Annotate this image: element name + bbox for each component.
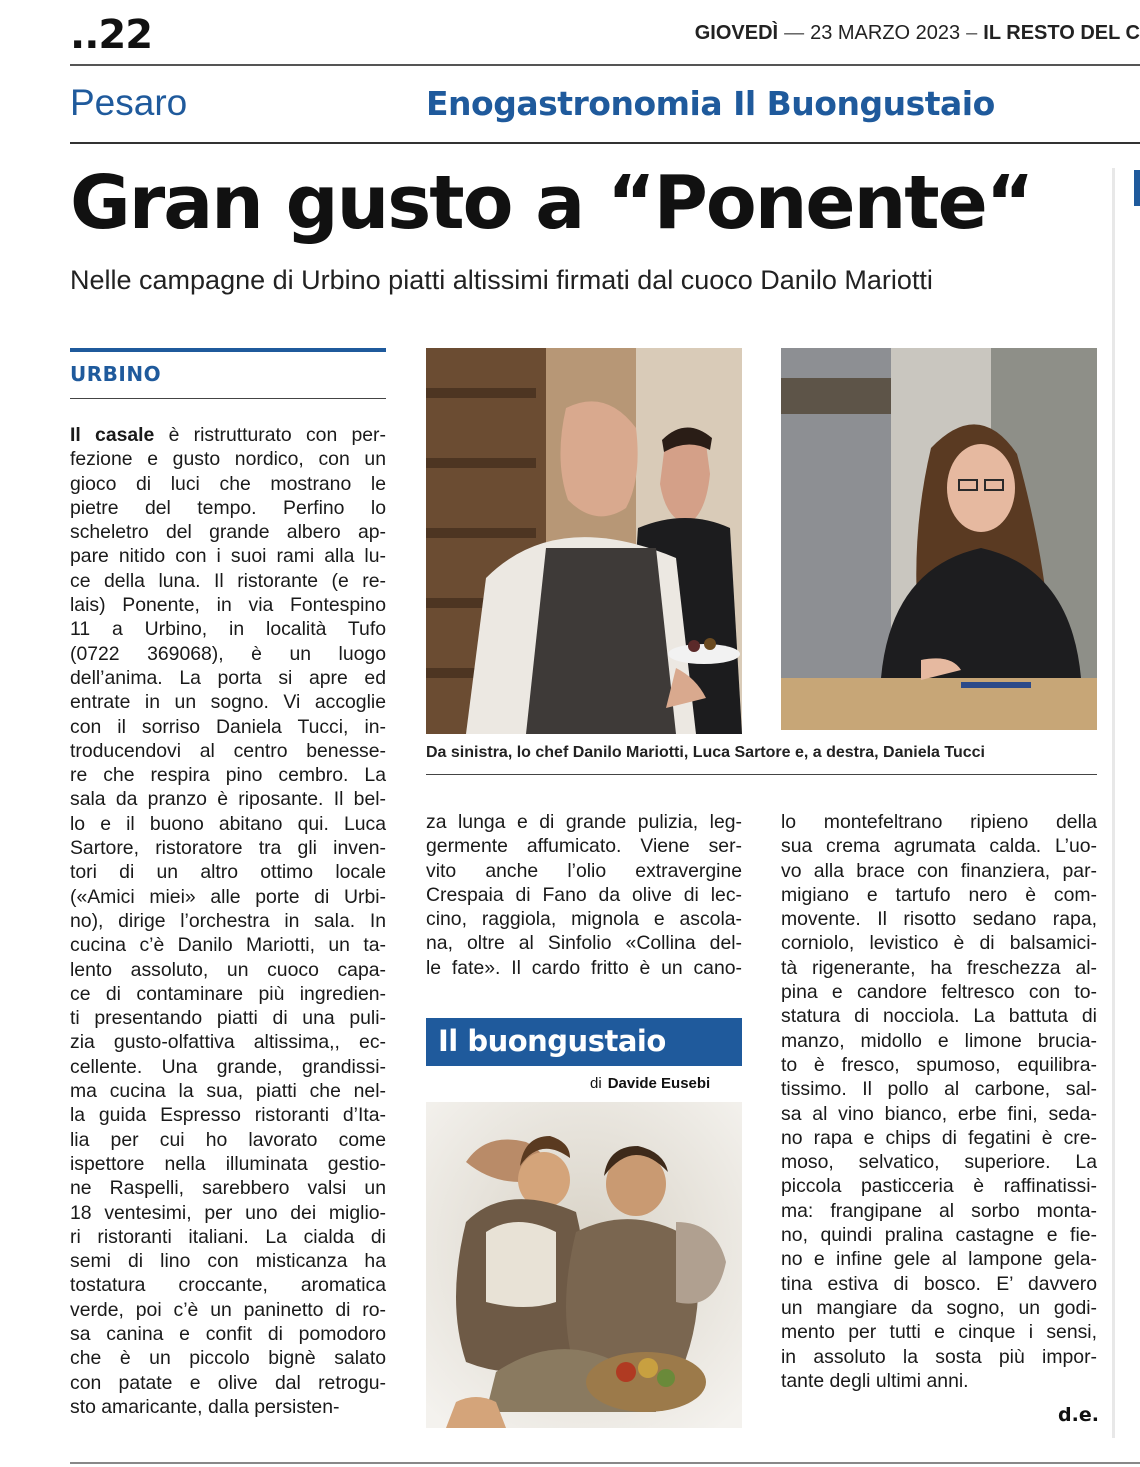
column-1-lines [70, 447, 386, 1419]
article-line: no, quindi pralina castagne e fie- [781, 1224, 1097, 1247]
caption-rule [426, 774, 1097, 775]
photo-chef-and-sommelier [426, 348, 742, 734]
dateline [695, 22, 1140, 45]
article-column-3 [781, 810, 1097, 1393]
article-line: sa al vino bianco, erbe fini, seda- [781, 1102, 1097, 1125]
article-line: to è fresco, spumoso, equilibra- [781, 1053, 1097, 1076]
dateline-date: 23 MARZO 2023 [810, 22, 961, 44]
article-line: sto amaricante, dalla persisten- [70, 1395, 340, 1418]
buongustaio-box-author [590, 1075, 710, 1092]
article-line: dell’anima. La porta si apre ed [70, 666, 386, 689]
article-line: moso, selvatico, superiore. La [781, 1151, 1097, 1174]
article-line: tissimo. Il pollo al carbone, sal- [781, 1078, 1097, 1101]
article-line: no rapa e chips di fegatini è cre- [781, 1126, 1097, 1149]
article-line: pina e candore feltresco con to- [781, 981, 1097, 1004]
adjacent-article-accent [1134, 170, 1140, 206]
article-line: in assoluto la sosta più impor- [781, 1345, 1097, 1368]
article-line: verde, poi c’è un paninetto di ro- [70, 1298, 386, 1321]
article-line: lais) Ponente, in via Fontespino [70, 594, 386, 617]
article-line: germente affumicato. Viene ser- [426, 835, 742, 858]
column-divider [1112, 168, 1115, 1438]
article-line: 18 ventesimi, per uno dei miglio- [70, 1201, 386, 1224]
article-line: troducendovi al centro benesse- [70, 739, 386, 762]
article-line: movente. Il risotto sedano rapa, [781, 908, 1097, 931]
article-headline: Gran gusto a “Ponente“ [70, 160, 1033, 246]
page-number: ..22 [70, 12, 153, 58]
author-name: Davide Eusebi [607, 1075, 711, 1092]
article-line: lento assoluto, un cuoco capa- [70, 958, 386, 981]
article-line: tà rigenerante, ha freschezza al- [781, 956, 1097, 979]
lead-bold-text: Il casale [70, 424, 155, 446]
article-line: cellente. Una grande, grandissi- [70, 1055, 386, 1078]
article-line: vito anche l’olio extravergine [426, 859, 742, 882]
article-line: cino, raggiola, mignola e ascola- [426, 908, 742, 931]
article-line: migiano e tartufo nero è com- [781, 883, 1097, 906]
kicker-bar [70, 348, 386, 352]
article-kicker: URBINO [70, 362, 162, 386]
buongustaio-box-title: Il buongustaio [438, 1024, 666, 1058]
photo-caption: Da sinistra, lo chef Danilo Mariotti, Luca Sartore e, a destra, Daniela Tucci [426, 744, 985, 761]
article-line: tante degli ultimi anni. [781, 1369, 969, 1392]
article-line: 11 a Urbino, in località Tufo [70, 618, 386, 641]
section-title: Enogastronomia Il Buongustaio [426, 84, 995, 123]
article-line: («Amici miei» alle porte di Urbi- [70, 885, 386, 908]
article-line: ce di contaminare più ingredien- [70, 982, 386, 1005]
article-subhead: Nelle campagne di Urbino piatti altissimi firmati dal cuoco Danilo Mariotti [70, 265, 933, 295]
article-line: zia gusto-olfattiva altissima,, ec- [70, 1031, 386, 1054]
article-line: ma: frangipane al sorbo monta- [781, 1199, 1097, 1222]
section-rule [70, 142, 1140, 144]
kicker-rule [70, 398, 386, 399]
article-line: (0722 369068), è un luogo [70, 642, 386, 665]
article-line: un mangiare da sogno, un godi- [781, 1296, 1097, 1319]
article-line: sua crema agrumata calda. L’uo- [781, 835, 1097, 858]
article-line: sa canina e confit di pomodoro [70, 1322, 386, 1345]
lead-rest-text: è ristrutturato con per- [154, 424, 386, 446]
article-line: semi di lino con misticanza ha [70, 1250, 386, 1273]
article-line: no), dirige l’orchestra in sala. In [70, 909, 386, 932]
article-line: manzo, midollo e limone brucia- [781, 1029, 1097, 1052]
article-line: con patate e olive dal retrogu- [70, 1371, 386, 1394]
article-line: le fate». Il cardo fritto è un cano- [426, 956, 742, 979]
article-column-1 [70, 423, 386, 1419]
article-line: pare nitido con i suoi rami alla lu- [70, 545, 386, 568]
article-line: na, oltre al Sinfolio «Collina del- [426, 932, 742, 955]
article-line: ti presentando piatti di una puli- [70, 1007, 386, 1030]
article-line: lo montefeltrano ripieno della [781, 811, 1097, 833]
article-line: Sartore, ristoratore tra gli inven- [70, 837, 386, 860]
photo-chef-svg [426, 348, 742, 734]
article-signature: d.e. [1058, 1404, 1099, 1426]
photo-hostess-svg [781, 348, 1097, 730]
page-header [70, 12, 1140, 62]
article-line: sala da pranzo è riposante. Il bel- [70, 788, 386, 811]
article-line [70, 423, 386, 447]
article-line: mento per tutti e cinque i sensi, [781, 1321, 1097, 1344]
article-line: entrate in un sogno. Vi accoglie [70, 691, 386, 714]
painting-svg [426, 1102, 742, 1428]
article-line: la guida Espresso ristoranti d’Ita- [70, 1104, 386, 1127]
article-line: corniolo, levistico è di balsamici- [781, 932, 1097, 955]
section-city: Pesaro [70, 82, 188, 123]
article-line: re che respira pino cembro. La [70, 764, 386, 787]
article-line: piccola pasticceria è raffinatissi- [781, 1175, 1097, 1198]
header-rule [70, 64, 1140, 66]
article-line: ma cucina la sua, piatti che nel- [70, 1080, 386, 1103]
article-line: ispettore nella illuminata gestio- [70, 1152, 386, 1175]
column-3-lines [781, 810, 1097, 1393]
article-line: tori di un altro ottimo locale [70, 861, 386, 884]
article-line: fezione e gusto nordico, con un [70, 448, 386, 471]
buongustaio-box-header [426, 1018, 742, 1066]
article-line: za lunga e di grande pulizia, leg- [426, 811, 742, 833]
article-line: che è un piccolo bignè salato [70, 1347, 386, 1370]
column-2-lines [426, 810, 742, 980]
article-line: con il sorriso Daniela Tucci, in- [70, 715, 386, 738]
article-line: scheletro del grande albero ap- [70, 521, 386, 544]
author-prefix: di [590, 1075, 602, 1092]
article-line: no e infine gele al lampone gela- [781, 1248, 1097, 1271]
article-line: ne Raspelli, sarebbero valsi un [70, 1177, 386, 1200]
article-line: lia per cui ho lavorato come [70, 1128, 386, 1151]
article-line: gioco di luci che mostrano le [70, 472, 386, 495]
article-line: vo alla brace con finanziera, par- [781, 859, 1097, 882]
photo-hostess [781, 348, 1097, 730]
article-line: statura di nocciola. La battuta di [781, 1005, 1097, 1028]
dateline-day: GIOVEDÌ [694, 22, 779, 44]
painting-children-eating [426, 1102, 742, 1428]
article-line: tostatura croccante, aromatica [70, 1274, 386, 1297]
article-line: ri ristoranti italiani. La cialda di [70, 1225, 386, 1248]
footer-rule [70, 1462, 1140, 1464]
newspaper-name: IL RESTO DEL C [983, 22, 1140, 44]
article-line: cucina c’è Danilo Mariotti, un ta- [70, 934, 386, 957]
article-line: lo e il buono abitano qui. Luca [70, 812, 386, 835]
dateline-separator: — [784, 22, 805, 44]
article-line: pietre del tempo. Perfino lo [70, 496, 386, 519]
dateline-separator-2: – [966, 22, 978, 44]
article-line: tina estiva di bosco. E’ davvero [781, 1272, 1097, 1295]
article-column-2 [426, 810, 742, 980]
article-line: ce della luna. Il ristorante (e re- [70, 569, 386, 592]
article-line: Crespaia di Fano da olive di lec- [426, 883, 742, 906]
